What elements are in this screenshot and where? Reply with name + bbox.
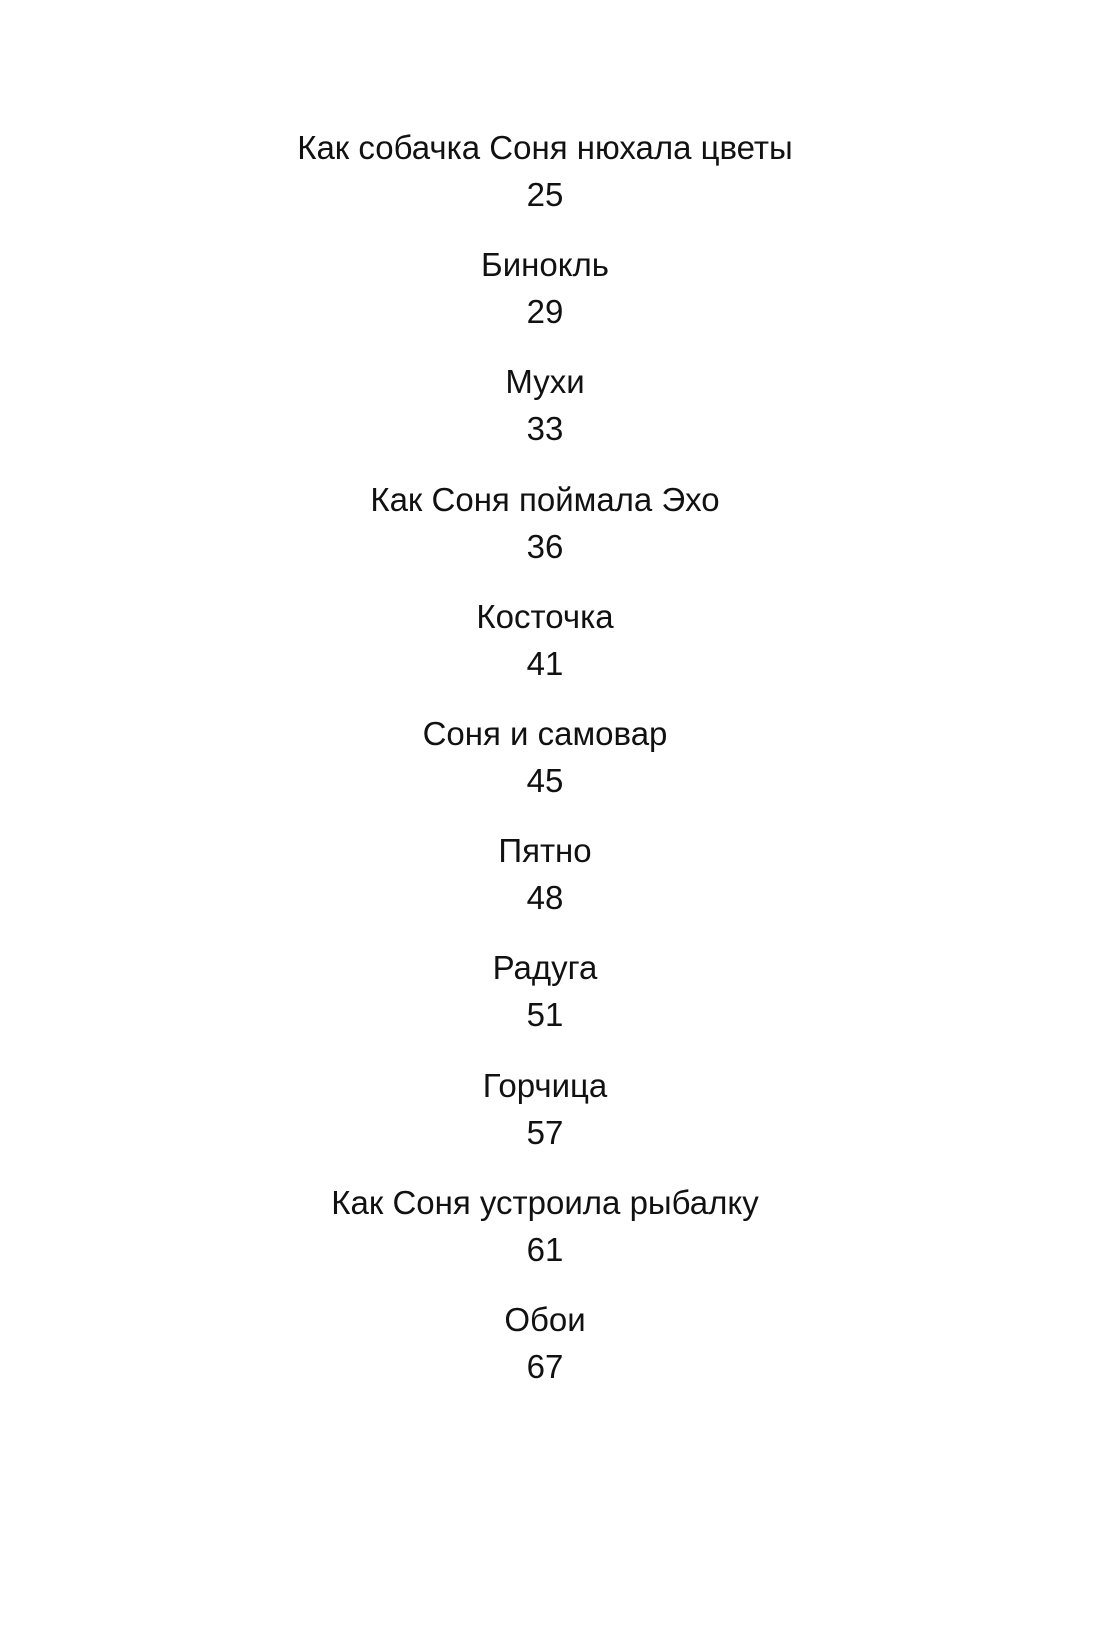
toc-entry-title: Горчица xyxy=(482,1066,608,1104)
toc-entry-page-number: 61 xyxy=(526,1230,564,1268)
toc-entry xyxy=(0,1179,1090,1296)
toc-entry-title: Как Соня поймала Эхо xyxy=(370,480,720,518)
toc-entry-page-number: 51 xyxy=(526,996,564,1034)
toc-entry-page-number: 67 xyxy=(526,1347,564,1385)
toc-entry xyxy=(0,1296,1090,1413)
toc-entry-page-number: 33 xyxy=(526,410,564,448)
toc-entry xyxy=(0,827,1090,944)
toc-entry-title: Как собачка Соня нюхала цветы xyxy=(297,129,793,166)
toc-entry xyxy=(0,710,1090,827)
toc-entry-page-number: 29 xyxy=(526,293,564,331)
toc-entry xyxy=(0,124,1090,241)
toc-entry xyxy=(0,944,1090,1061)
toc-entry xyxy=(0,358,1090,475)
toc-entry-title: Радуга xyxy=(492,949,598,987)
toc-entry-title: Мухи xyxy=(505,363,585,401)
toc-entry-title: Бинокль xyxy=(481,246,609,284)
toc-entry-title: Как Соня устроила рыбалку xyxy=(331,1183,759,1221)
toc-entry-title: Обои xyxy=(504,1300,586,1338)
toc-entry xyxy=(0,593,1090,710)
toc-entry-page-number: 45 xyxy=(526,761,564,799)
toc-entry-page-number: 25 xyxy=(526,176,564,213)
toc-entry-title: Пятно xyxy=(498,832,592,870)
toc-entry-page-number: 36 xyxy=(526,527,564,565)
toc-entry xyxy=(0,1062,1090,1179)
toc-entry-page-number: 48 xyxy=(526,879,564,917)
table-of-contents xyxy=(0,124,1090,1413)
toc-entry-page-number: 41 xyxy=(526,644,564,682)
toc-entry-title: Косточка xyxy=(476,597,614,635)
toc-entry xyxy=(0,241,1090,358)
toc-entry-page-number: 57 xyxy=(526,1113,564,1151)
toc-entry-title: Соня и самовар xyxy=(422,714,668,752)
toc-entry xyxy=(0,476,1090,593)
